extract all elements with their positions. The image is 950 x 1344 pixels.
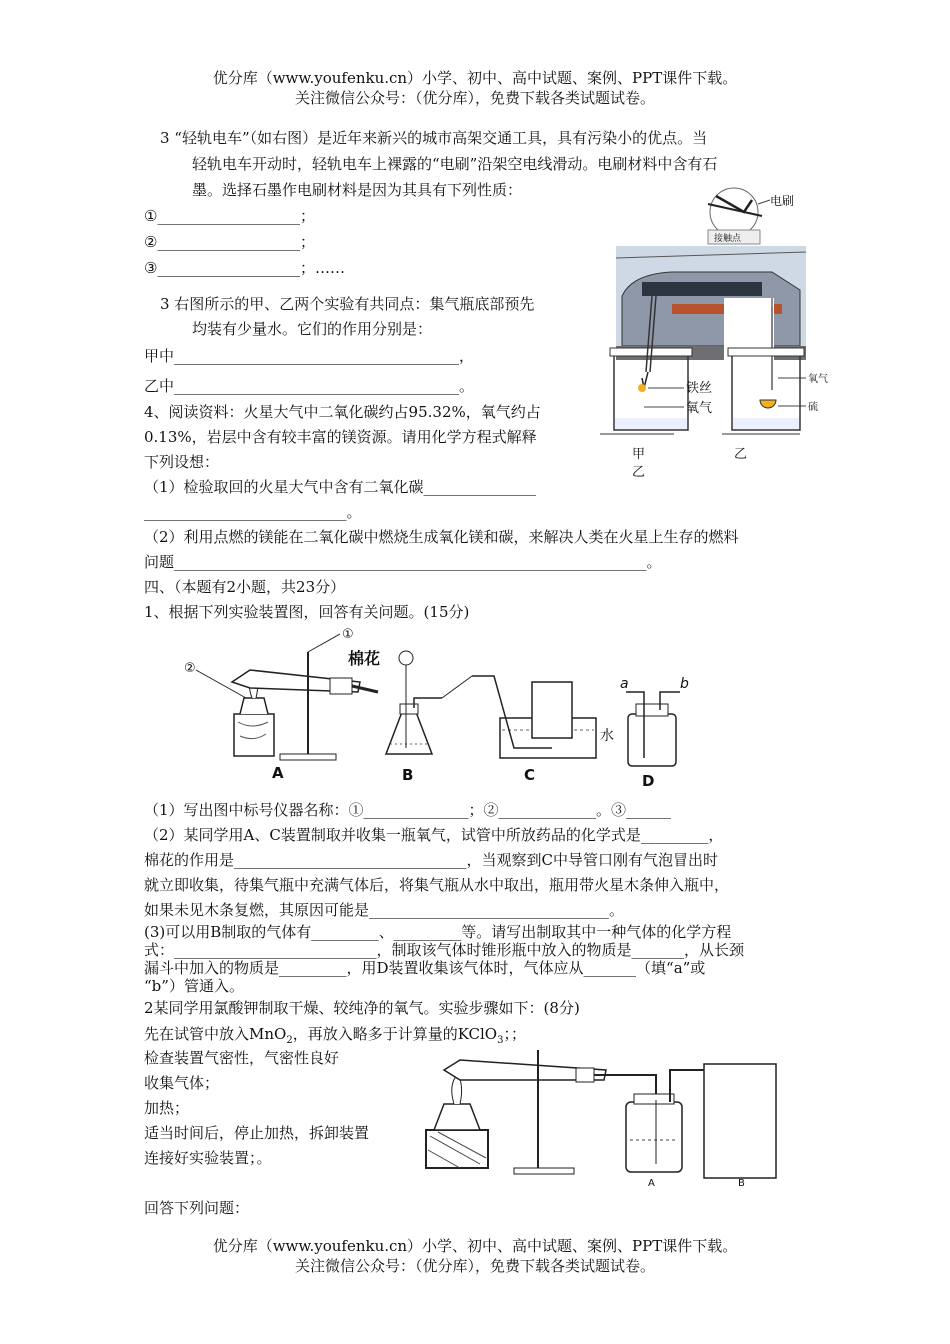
q1-part3-c[interactable]: 漏斗中加入的物质是_________，用D装置收集该气体时，气体应从_______（填“a”或 xyxy=(144,959,706,977)
bottle-d-stopper xyxy=(636,704,668,716)
q1-part2-a[interactable]: （2）某同学用A、C装置制取并收集一瓶氧气，试管中所放药品的化学式是_________， xyxy=(144,826,724,844)
n1-leader xyxy=(308,634,340,652)
oxygen2-label: 氧气 xyxy=(808,374,828,385)
q1-part2-d[interactable]: 如果未见木条复燃，其原因可能是________________________________。 xyxy=(144,901,625,919)
q2-step-stop: 适当时间后，停止加热，拆卸装置 xyxy=(144,1124,370,1142)
q2-step-heat: 加热； xyxy=(144,1099,190,1117)
footer-line-2: 关注微信公众号：（优分库），免费下载各类试题试卷。 xyxy=(294,1257,655,1275)
label-d: D xyxy=(642,772,655,790)
q3a-answer-3[interactable]: ③___________________；…… xyxy=(144,259,345,277)
header-line-1: 优分库（www.youfenku.cn）小学、初中、高中试题、案例、PPT课件下载。 xyxy=(212,69,738,87)
contact-label: 接触点 xyxy=(714,234,742,244)
q2-text-2c: ；； xyxy=(503,1025,526,1043)
sulfur-spoon xyxy=(760,400,776,408)
q4-part2-b[interactable]: 问题_______________________________________________________________。 xyxy=(144,553,662,571)
q2-step-check: 检查装置气密性，气密性良好 xyxy=(144,1049,340,1067)
apparatus-figure xyxy=(180,622,700,792)
q4-part2-a: （2）利用点燃的镁能在二氧化碳中燃烧生成氧化镁和碳，来解决人类在火星上生存的燃料 xyxy=(144,528,739,546)
flask-stopper xyxy=(400,704,418,714)
lamp-block xyxy=(426,1130,488,1168)
label-tube-b: b xyxy=(680,676,689,692)
q1-part3-b[interactable]: 式：___________________________，制取该气体时锥形瓶中放入的物质是_______，从长颈 xyxy=(144,941,745,959)
q4-part1-a[interactable]: （1）检验取回的火星大气中含有二氧化碳_______________ xyxy=(144,478,537,496)
q2-sub-2: 3 xyxy=(497,1035,504,1046)
oxygen-label: 氧气 xyxy=(686,401,713,416)
label-b: B xyxy=(402,766,414,784)
yi-label-under: 乙 xyxy=(632,465,646,480)
q3a-answer-1[interactable]: ①___________________； xyxy=(144,207,315,225)
cotton-label: 棉花 xyxy=(348,649,381,668)
bottle-a xyxy=(626,1102,682,1172)
q3a-text-1: 3 “轻轨电车”（如右图）是近年来新兴的城市高架交通工具，具有污染小的优点。当 xyxy=(160,129,708,147)
label-c: C xyxy=(524,766,536,784)
tube-to-b xyxy=(670,1070,704,1102)
q2-step-connect: 连接好实验装置；。 xyxy=(144,1149,272,1167)
section4-title: 四、（本题有2小题，共23分） xyxy=(144,578,346,596)
n2-label: ② xyxy=(184,661,196,676)
bottle-a-stopper xyxy=(634,1094,674,1104)
q4-text-3: 下列设想： xyxy=(144,453,220,471)
q2-sub-1: 2 xyxy=(286,1035,293,1046)
q1-part2-c: 就立即收集，待集气瓶中充满气体后，将集气瓶从水中取出，瓶用带火星木条伸入瓶中， xyxy=(144,876,730,894)
jia-label: 甲 xyxy=(632,447,646,462)
yi-label: 乙 xyxy=(734,447,748,462)
q4-part1-b[interactable]: ___________________________。 xyxy=(144,503,362,521)
b-c-connector xyxy=(442,676,472,698)
q2-text-2a: 先在试管中放入MnO xyxy=(144,1025,287,1043)
jar-yi-lid xyxy=(728,348,804,356)
label-a: A xyxy=(272,764,284,782)
q2-text-2b: ，再放入略多于计算量的KClO xyxy=(292,1025,498,1043)
label-tube-a: a xyxy=(620,676,629,692)
brush-label: 电刷 xyxy=(770,194,795,208)
stand-base xyxy=(280,754,336,760)
q2-answer-prompt: 回答下列问题： xyxy=(144,1199,250,1217)
jar-jia-water xyxy=(615,418,687,429)
q2-step-collect: 收集气体； xyxy=(144,1074,220,1092)
cotton-plug xyxy=(330,678,352,694)
q4-text-1: 4、阅读资料：火星大气中二氧化碳约占95.32%，氧气约占 xyxy=(144,403,541,421)
flame-icon xyxy=(638,384,646,392)
stand-base-2 xyxy=(514,1168,574,1174)
container-b xyxy=(704,1064,776,1178)
tube-stopper xyxy=(576,1068,594,1082)
q2-text-1: 2某同学用氯酸钾制取干燥、较纯净的氧气。实验步骤如下：(8分) xyxy=(144,999,580,1017)
q3a-text-2: 轻轨电车开动时，轻轨电车上裸露的“电刷”沿架空电线滑动。电刷材料中含有石 xyxy=(192,155,718,173)
q1-part3-a[interactable]: (3)可以用B制取的气体有_________、_________等。请写出制取其中一种气体的化学方程 xyxy=(144,923,732,941)
sulfur-label: 硫 xyxy=(808,402,818,413)
q3a-answer-2[interactable]: ②___________________； xyxy=(144,233,315,251)
footer-line-1: 优分库（www.youfenku.cn）小学、初中、高中试题、案例、PPT课件下载。 xyxy=(212,1237,738,1255)
q3a-text-3: 墨。选择石墨作电刷材料是因为其具有下列性质： xyxy=(192,181,523,199)
alcohol-lamp-base xyxy=(234,714,274,756)
brush-zoom-circle xyxy=(710,188,758,236)
n1-label: ① xyxy=(342,627,354,642)
q4-text-2: 0.13%，岩层中含有较丰富的镁资源。请用化学方程式解释 xyxy=(144,428,537,446)
label-kclo3-a: A xyxy=(648,1178,655,1189)
q1-part3-d: “b”）管通入。 xyxy=(144,977,244,995)
kclo3-apparatus-figure xyxy=(420,1040,790,1190)
q1-part1[interactable]: （1）写出图中标号仪器名称：①______________；②_____________。③______ xyxy=(144,801,672,819)
q3b-answer-jia[interactable]: 甲中______________________________________， xyxy=(144,347,475,365)
jar-yi-water xyxy=(733,418,799,429)
q1-part2-b[interactable]: 棉花的作用是_______________________________，当观察到C中导管口刚有气泡冒出时 xyxy=(144,851,718,869)
q3b-text-2: 均装有少量水。它们的作用分别是： xyxy=(192,320,433,338)
label-kclo3-b: B xyxy=(738,1178,745,1189)
alcohol-lamp xyxy=(434,1104,480,1130)
q3b-text-1: 3 右图所示的甲、乙两个实验有共同点：集气瓶底部预先 xyxy=(160,295,535,313)
q3b-answer-yi[interactable]: 乙中______________________________________。 xyxy=(144,377,475,395)
water-label: 水 xyxy=(600,728,614,744)
lamp-wick-guard xyxy=(240,698,268,714)
section4-q1: 1、根据下列实验装置图，回答有关问题。(15分) xyxy=(144,603,470,621)
gas-jar-c xyxy=(532,682,572,738)
funnel-top xyxy=(399,651,413,665)
header-line-2: 关注微信公众号：（优分库），免费下载各类试题试卷。 xyxy=(294,89,655,107)
jars-figure xyxy=(600,292,840,482)
gas-bottle-d xyxy=(628,714,676,766)
conical-flask xyxy=(386,712,432,754)
iron-label: 铁丝 xyxy=(686,381,713,396)
brush-leader-line xyxy=(758,200,770,204)
